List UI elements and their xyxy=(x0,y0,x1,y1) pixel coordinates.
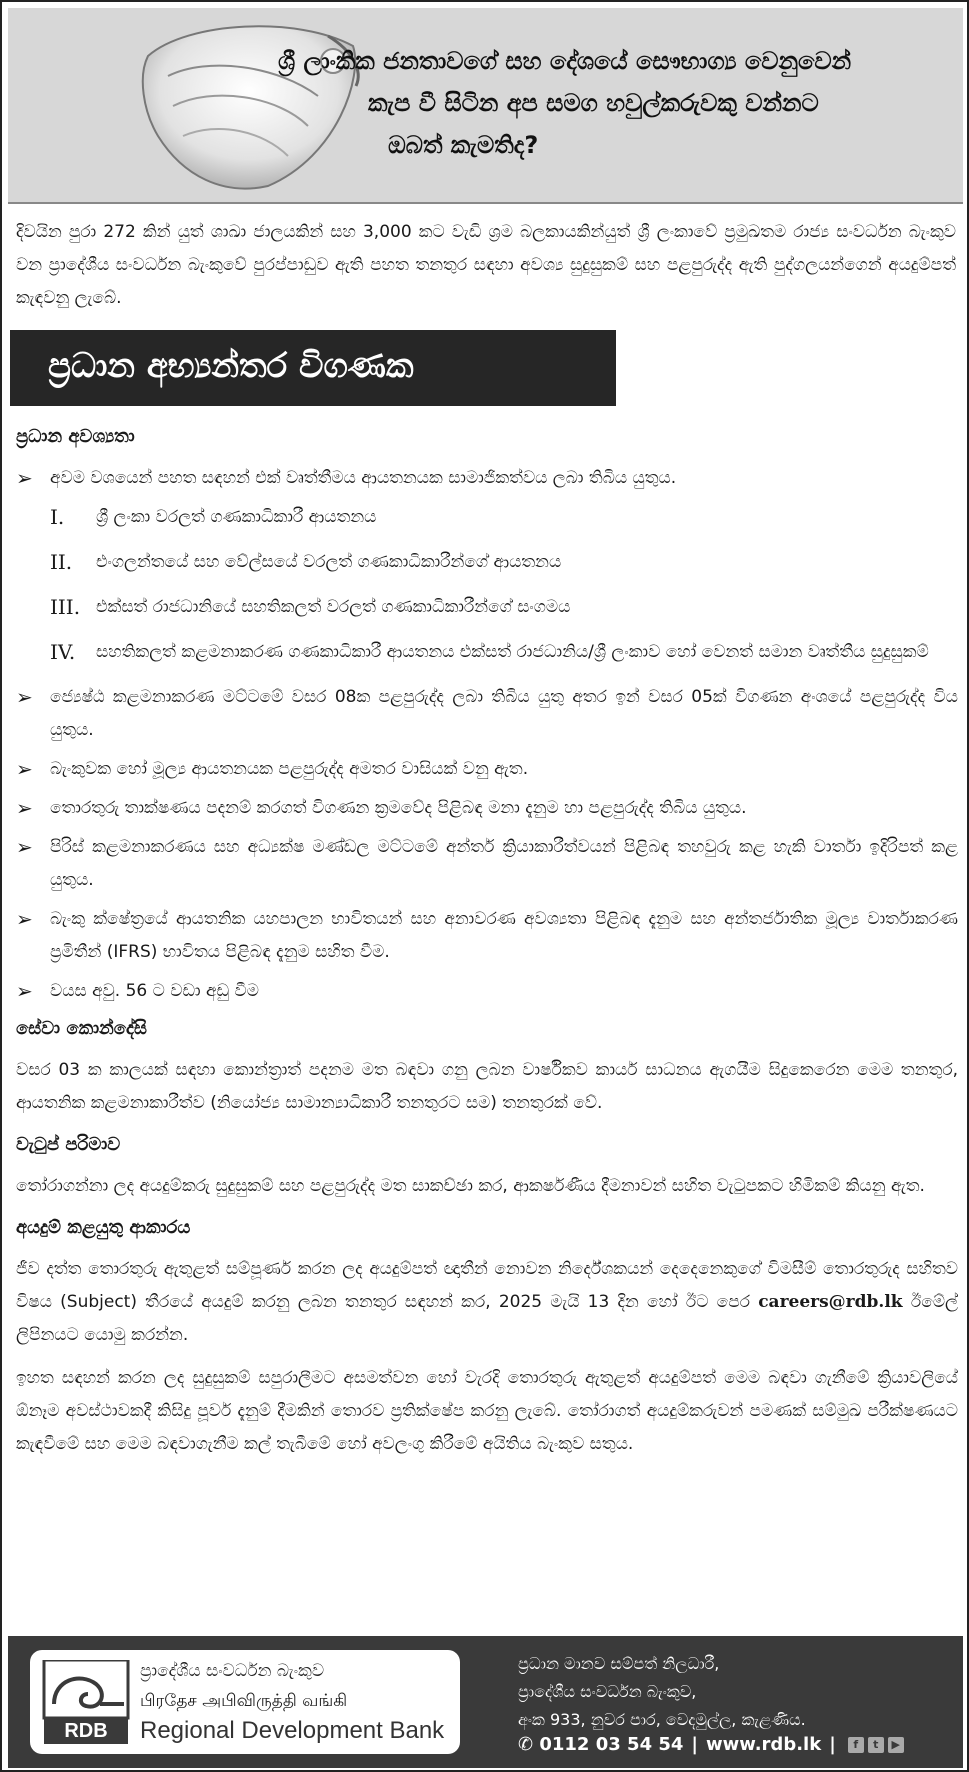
salary-heading: වැටුප් පරිමාව xyxy=(16,1134,121,1155)
headline-line-3: ඔබත් කැමතිද? xyxy=(388,131,539,159)
apply-text-before: ජීව දත්ත තොරතුරු ඇතුළත් සම්පූර්ණ කරන ලද අයදුම්පත් ඥාතීන් නොවන නිර්දේශකයන් දෙදෙනෙකුගේ විමසීම් තොරතුරුද සහිතව විෂය (Subject) තීරයේ අයදුම් කරනු ලබන තනතුර සඳහන් කර, 2025 මැයි 13 දින හෝ ඊට පෙර xyxy=(16,1259,958,1312)
requirement-text: අවම වශයෙන් පහත සඳහන් එක් වෘත්තීමය ආයතනයක සාමාජිකත්වය ලබා තිබිය යුතුය. xyxy=(50,468,677,488)
facebook-icon[interactable]: f xyxy=(848,1737,864,1753)
sub-item-number: II. xyxy=(50,550,73,574)
headline xyxy=(278,40,958,166)
address-line-3: අංක 933, නුවර පාර, වෙදමුල්ල, කැළණිය. xyxy=(518,1710,806,1729)
sub-item-text: සහතිකලත් කළමනාකරණ ගණකාධිකාරී ආයතනය එක්සත් රාජධානිය/ශ්‍රී ලංකාව හෝ වෙනත් සමාන වෘත්තීය සුදුසුකම් xyxy=(96,642,929,662)
arrow-bullet-icon: ➢ xyxy=(16,979,33,1003)
sub-item xyxy=(16,636,958,669)
website-link[interactable]: www.rdb.lk xyxy=(705,1734,822,1755)
bank-name-english: Regional Development Bank xyxy=(140,1717,445,1744)
main-content xyxy=(16,422,958,1471)
separator: | xyxy=(691,1734,698,1755)
requirement-text: බැංකු ක්ෂේත්‍රයේ ආයතනික යහපාලන භාවිතයන් සහ අනාවරණ අවශ්‍යතා පිළිබඳ දැනුම සහ අන්තර්ජාතික මූල්‍ය වාර්තාකරණ ප්‍රමිතීන් (IFRS) භාවිතය පිළිබඳ දැනුම සහිත වීම. xyxy=(50,909,958,962)
requirement-text: ජ්‍යෙෂ්ඨ කළමනාකරණ මට්ටමේ වසර 08ක පළපුරුද්ද ලබා තිබිය යුතු අතර ඉන් වසර 05ක් විගණන අංශයේ පළපුරුද්ද විය යුතුය. xyxy=(50,687,958,740)
phone-number[interactable]: 0112 03 54 54 xyxy=(539,1734,684,1755)
arrow-bullet-icon: ➢ xyxy=(16,835,33,859)
requirements-heading: ප්‍රධාන අවශ්‍යතා xyxy=(16,426,135,447)
requirement-text: තොරතුරු තාක්ෂණය පදනම් කරගත් විගණන ක්‍රමවේද පිළිබඳ මනා දැනුම හා පළපුරුද්ද තිබිය යුතුය. xyxy=(50,798,747,818)
bank-name xyxy=(140,1656,456,1746)
requirement-bullet xyxy=(16,792,958,825)
intro-paragraph: දිවයින පුරා 272 කින් යුත් ශාඛා ජාලයකින් සහ 3,000 කට වැඩි ශ්‍රම බලකායකින්යුත් ශ්‍රී ලංකාවේ ප්‍රමුඛතම රාජ්‍ය සංවර්ධන බැංකුව වන ප්‍රාදේශීය සංවර්ධන බැංකුවේ පුරප්පාඩුව ඇති පහත තනතුර සඳහා අවශ්‍ය සුදුසුකම් සහ පළපුරුද්ද ඇති පුද්ගලයන්ගෙන් අයදුම්පත් කැඳවනු ලැබේ. xyxy=(16,222,956,308)
sub-item-text: ශ්‍රී ලංකා වරලත් ගණකාධිකාරී ආයතනය xyxy=(96,507,377,527)
position-title-box xyxy=(10,330,616,406)
contact-row xyxy=(518,1734,904,1755)
requirement-bullet xyxy=(16,903,958,969)
service-text: වසර 03 ක කාලයක් සඳහා කොන්ත්‍රාත් පදනම මත බඳවා ගනු ලබන වාර්ෂිකව කාර්ය සාධනය ඇගයීම සිදුකෙරෙන මෙම තනතුර, ආයතනික කළමනාකාරීත්ව (නියෝජ්‍ය සාමාන්‍යාධිකාරී තනතුරට සම) තනතුරක් වේ. xyxy=(16,1060,958,1113)
rdb-wordmark: RDB xyxy=(44,1718,128,1744)
service-heading: සේවා කොන්දේසි xyxy=(16,1018,147,1039)
arrow-bullet-icon: ➢ xyxy=(16,685,33,709)
sub-item-number: III. xyxy=(50,595,81,619)
header-banner xyxy=(8,8,963,204)
sub-item xyxy=(16,591,958,624)
separator: | xyxy=(829,1734,836,1755)
sub-item-text: එංගලන්තයේ සහ වේල්සයේ වරලත් ගණකාධිකාරීන්ගේ ආයතනය xyxy=(96,552,562,572)
arrow-bullet-icon: ➢ xyxy=(16,796,33,820)
arrow-bullet-icon: ➢ xyxy=(16,907,33,931)
address-line-2: ප්‍රාදේශීය සංවර්ධන බැංකුව, xyxy=(518,1682,697,1701)
headline-line-2: කැප වී සිටින අප සමග හවුල්කරුවකු වන්නට xyxy=(368,89,819,117)
address-block xyxy=(518,1650,958,1734)
position-title: ප්‍රධාන අභ්‍යන්තර විගණක xyxy=(48,346,414,386)
salary-text: තෝරාගන්නා ලද අයදුම්කරු සුදුසුකම් සහ පළපුරුද්ද මත සාකච්ඡා කර, ආකර්ෂණීය දීමනාවන් සහිත වැටුපකට හිමිකම් කියනු ඇත. xyxy=(16,1176,925,1196)
bank-name-tamil: பிரதேச அபிவிருத்தி வங்கி xyxy=(140,1691,348,1711)
youtube-icon[interactable]: ▶ xyxy=(888,1737,904,1753)
sub-item xyxy=(16,501,958,534)
requirement-bullet xyxy=(16,462,958,495)
requirement-bullet xyxy=(16,753,958,786)
bank-name-sinhala: ප්‍රාදේශීය සංවර්ධන බැංකුව xyxy=(140,1661,325,1681)
arrow-bullet-icon: ➢ xyxy=(16,757,33,781)
email-link[interactable]: careers@rdb.lk xyxy=(758,1292,903,1312)
arrow-bullet-icon: ➢ xyxy=(16,466,33,490)
apply-text-after: ඊමේල් ලිපිනයට යොමු කරන්න. xyxy=(16,1292,959,1345)
footer xyxy=(8,1636,963,1768)
sub-item xyxy=(16,546,958,579)
bank-logo xyxy=(30,1650,460,1754)
requirement-text: පිරිස් කළමනාකරණය සහ අධ්‍යක්ෂ මණ්ඩල මට්ටමේ අන්තර් ක්‍රියාකාරීත්වයන් පිළිබඳ තහවුරු කළ හැකි වාර්තා ඉදිරිපත් කළ යුතුය. xyxy=(50,837,958,890)
requirement-bullet xyxy=(16,681,958,747)
requirement-bullet xyxy=(16,831,958,897)
requirement-text: බැංකුවක හෝ මූල්‍ය ආයතනයක පළපුරුද්ද අමතර වාසියක් වනු ඇත. xyxy=(50,759,529,779)
apply-text xyxy=(16,1253,958,1352)
sub-item-text: එක්සත් රාජධානියේ සහතිකලත් වරලත් ගණකාධිකාරීන්ගේ සංගමය xyxy=(96,597,571,617)
sub-item-number: I. xyxy=(50,505,65,529)
sub-item-number: IV. xyxy=(50,640,76,664)
requirement-text: වයස අවු. 56 ට වඩා අඩු වීම xyxy=(50,981,259,1001)
twitter-icon[interactable]: t xyxy=(868,1737,884,1753)
phone-icon: ✆ xyxy=(518,1734,540,1755)
apply-note: ඉහත සඳහන් කරන ලද සුදුසුකම් සපුරාලීමට අසමත්වන හෝ වැරදි තොරතුරු ඇතුළත් අයදුම්පත් මෙම බඳවා ගැනීමේ ක්‍රියාවලියේ ඕනෑම අවස්ථාවකදී කිසිදු පූර්ව දැනුම් දීමකින් තොරව ප්‍රතික්ෂේප කරනු ලැබේ. තෝරාගත් අයදුම්කරුවන් පමණක් සම්මුඛ පරීක්ෂණයට කැඳවීමේ සහ මෙම බඳවාගැනීම කල් තැබීමේ හෝ අවලංගු කිරීමේ අයිතිය බැංකුව සතුය. xyxy=(16,1368,958,1454)
address-line-1: ප්‍රධාන මානව සම්පත් නිලධාරී, xyxy=(518,1654,720,1673)
requirement-bullet xyxy=(16,975,958,1008)
apply-heading: අයදුම් කළයුතු ආකාරය xyxy=(16,1217,191,1238)
headline-line-1: ශ්‍රී ලාංකික ජනතාවගේ සහ දේශයේ සෞභාග්‍ය වෙනුවෙන් xyxy=(278,47,852,75)
